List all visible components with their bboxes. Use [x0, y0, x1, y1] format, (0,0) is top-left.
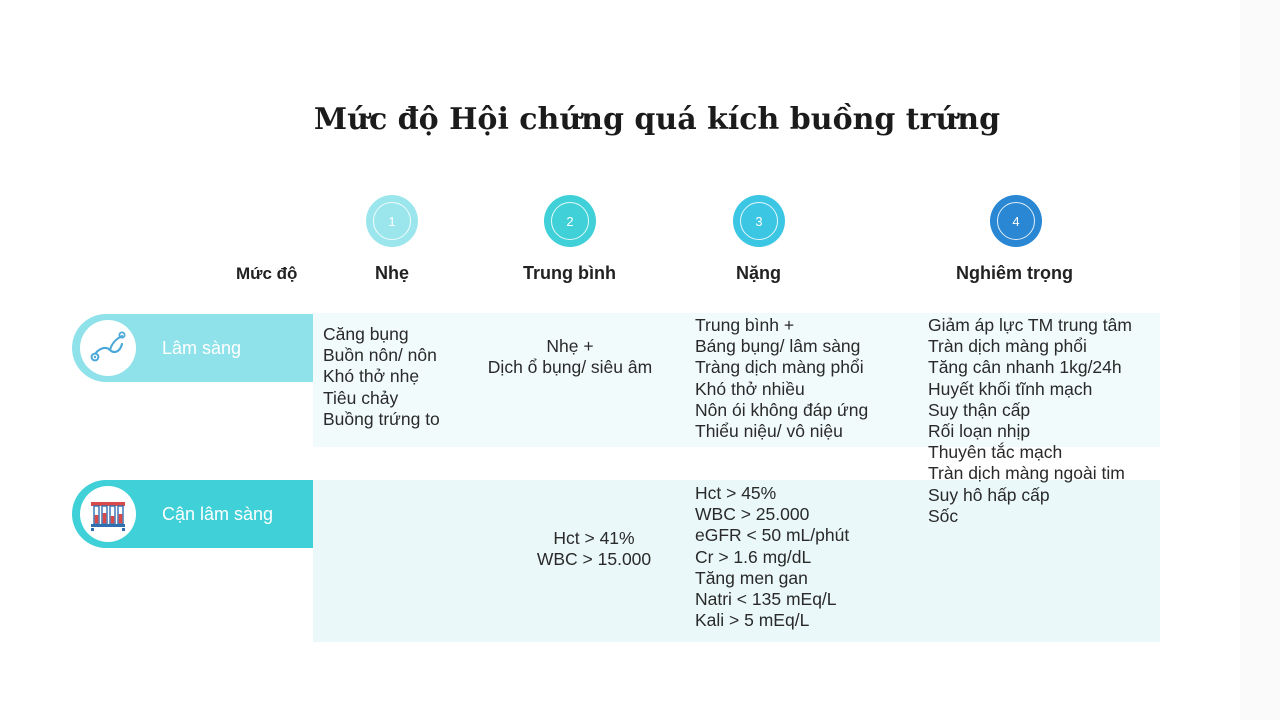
paraclinical-label: Cận lâm sàng [162, 504, 274, 524]
list-item: eGFR < 50 mL/phút [695, 525, 850, 546]
list-item: Buồng trứng to [323, 408, 440, 429]
step-1-badge [366, 195, 418, 247]
list-item: Tràn dịch màng phổi [928, 336, 1087, 357]
list-item: Cr > 1.6 mg/dL [695, 546, 812, 567]
list-item: Nhẹ + [546, 336, 594, 356]
list-item: Buồn nôn/ nôn [323, 345, 437, 366]
clinical-severe-cell [695, 315, 868, 442]
list-item: Căng bụng [323, 324, 409, 344]
list-item: Dịch ổ bụng/ siêu âm [487, 357, 653, 378]
paraclinical-moderate-cell [484, 528, 704, 570]
list-item: Giảm áp lực TM trung tâm [928, 315, 1132, 335]
list-item: Khó thở nhiều [695, 378, 805, 399]
list-item: Báng bụng/ lâm sàng [695, 336, 861, 357]
column-header-mild: Nhẹ [375, 263, 410, 283]
list-item: WBC > 15.000 [536, 549, 652, 570]
list-item: Thiểu niệu/ vô niệu [695, 421, 843, 442]
step-2-number: 2 [551, 202, 589, 240]
list-item: Hct > 45% [695, 483, 777, 503]
list-item: Huyết khối tĩnh mạch [928, 378, 1093, 399]
clinical-icon-circle [80, 320, 136, 376]
list-item: Natri < 135 mEq/L [695, 589, 837, 610]
column-header-severe: Nặng [736, 263, 781, 283]
list-item: Nôn ói không đáp ứng [695, 399, 869, 420]
critical-cell [928, 315, 1132, 527]
clinical-moderate-cell [462, 336, 678, 378]
paraclinical-icon-circle [80, 486, 136, 542]
list-item: Trung bình + [695, 315, 795, 335]
step-4-number: 4 [997, 202, 1035, 240]
list-item: Tràng dịch màng phổi [695, 357, 864, 378]
clinical-row-label [72, 314, 313, 382]
step-3-number: 3 [740, 202, 778, 240]
test-tubes-icon [88, 494, 128, 534]
list-item: Tăng cân nhanh 1kg/24h [928, 357, 1122, 378]
list-item: Suy thận cấp [928, 399, 1031, 420]
step-3-badge [733, 195, 785, 247]
page-title: Mức độ Hội chứng quá kích buồng trứng [313, 102, 1001, 137]
paraclinical-row-label [72, 480, 313, 548]
list-item: Khó thở nhẹ [323, 366, 420, 387]
list-item: Hct > 41% [553, 528, 635, 548]
step-4-badge [990, 195, 1042, 247]
step-2-badge [544, 195, 596, 247]
paraclinical-severe-cell [695, 483, 849, 631]
step-1-number: 1 [373, 202, 411, 240]
level-header: Mức độ [236, 264, 298, 283]
list-item: Tiêu chảy [323, 387, 399, 408]
list-item: Kali > 5 mEq/L [695, 610, 810, 631]
list-item: Tăng men gan [695, 567, 808, 588]
stethoscope-icon [88, 328, 128, 368]
list-item: WBC > 25.000 [695, 504, 810, 525]
list-item: Rối loạn nhịp [928, 421, 1031, 442]
clinical-mild-cell [323, 324, 440, 430]
list-item: Thuyên tắc mạch [928, 442, 1063, 463]
clinical-label: Lâm sàng [162, 338, 242, 358]
list-item: Suy hô hấp cấp [928, 484, 1050, 505]
list-item: Tràn dịch màng ngoài tim [928, 463, 1125, 484]
column-header-critical: Nghiêm trọng [956, 263, 1073, 283]
list-item: Sốc [928, 505, 959, 526]
column-header-moderate: Trung bình [523, 263, 616, 283]
